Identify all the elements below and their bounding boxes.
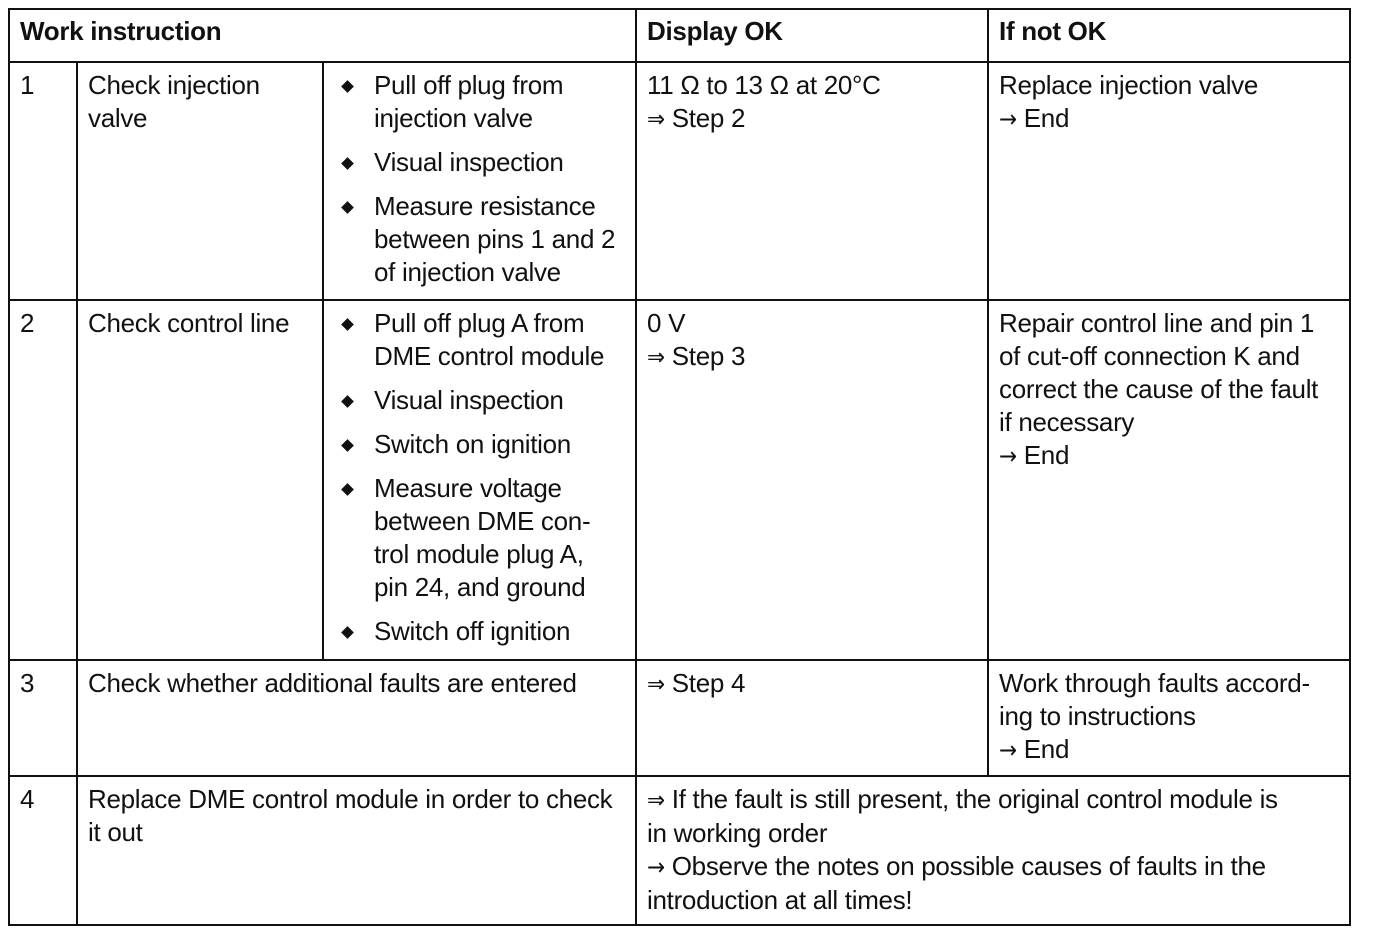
table-row bbox=[9, 300, 1350, 660]
step-number: 4 bbox=[9, 776, 77, 925]
next-step: Step 3 bbox=[671, 341, 746, 371]
diamond-bullet-icon bbox=[341, 439, 354, 452]
procedure-item: Switch off ignition bbox=[334, 615, 626, 648]
work-instruction-document bbox=[8, 8, 1351, 926]
work-instruction-table bbox=[8, 8, 1351, 926]
procedure-item: Measure voltage between DME con- trol module plug A, pin 24, and ground bbox=[334, 472, 626, 604]
procedure-item: Visual inspection bbox=[334, 146, 626, 179]
diamond-bullet-icon bbox=[341, 157, 354, 170]
table-row bbox=[9, 660, 1350, 776]
double-arrow-icon: ⇒ bbox=[647, 786, 665, 814]
result-note-cell: ⇒ If the fault is still present, the original control module is in working order → Observe the notes on possible causes of faults in the introduction at all times! bbox=[636, 776, 1350, 925]
arrow-right-icon: → bbox=[999, 442, 1017, 470]
next-step: End bbox=[1023, 440, 1070, 470]
diamond-bullet-icon bbox=[341, 80, 354, 93]
procedure-item: Measure resistance between pins 1 and 2 of injection valve bbox=[334, 190, 626, 289]
check-label: Replace DME control module in order to check it out bbox=[77, 776, 636, 925]
if-not-ok-cell: Work through faults accord- ing to instructions → End bbox=[988, 660, 1350, 776]
expected-value: 0 V bbox=[647, 308, 686, 338]
procedure-item: Pull off plug A from DME control module bbox=[334, 307, 626, 373]
diamond-bullet-icon bbox=[341, 626, 354, 639]
diamond-bullet-icon bbox=[341, 201, 354, 214]
next-step: End bbox=[1023, 734, 1070, 764]
arrow-right-icon: → bbox=[999, 736, 1017, 764]
arrow-right-icon: → bbox=[647, 853, 665, 881]
step-number: 3 bbox=[9, 660, 77, 776]
header-if-not-ok: If not OK bbox=[988, 9, 1350, 62]
next-step: End bbox=[1023, 103, 1070, 133]
header-work-instruction: Work instruction bbox=[9, 9, 636, 62]
diamond-bullet-icon bbox=[341, 318, 354, 331]
double-arrow-icon: ⇒ bbox=[647, 343, 665, 371]
display-ok-cell bbox=[636, 660, 988, 776]
procedure-item: Visual inspection bbox=[334, 384, 626, 417]
expected-value: 11 Ω to 13 Ω at 20°C bbox=[647, 70, 881, 100]
procedure-item: Switch on ignition bbox=[334, 428, 626, 461]
double-arrow-icon: ⇒ bbox=[647, 105, 665, 133]
if-not-ok-cell: Replace injection valve → End bbox=[988, 62, 1350, 300]
diamond-bullet-icon bbox=[341, 483, 354, 496]
header-display-ok: Display OK bbox=[636, 9, 988, 62]
procedure-list bbox=[323, 300, 636, 660]
header-row bbox=[9, 9, 1350, 62]
arrow-right-icon: → bbox=[999, 105, 1017, 133]
if-not-ok-cell: Repair control line and pin 1 of cut-off connection K and correct the cause of the fault if necessary → End bbox=[988, 300, 1350, 660]
step-number: 2 bbox=[9, 300, 77, 660]
display-ok-cell bbox=[636, 62, 988, 300]
check-label: Check injection valve bbox=[77, 62, 323, 300]
double-arrow-icon: ⇒ bbox=[647, 670, 665, 698]
table-row bbox=[9, 776, 1350, 925]
procedure-list bbox=[323, 62, 636, 300]
procedure-item: Pull off plug from injection valve bbox=[334, 69, 626, 135]
check-label: Check control line bbox=[77, 300, 323, 660]
display-ok-cell bbox=[636, 300, 988, 660]
next-step: Step 4 bbox=[671, 668, 746, 698]
check-label: Check whether additional faults are entered bbox=[77, 660, 636, 776]
table-row bbox=[9, 62, 1350, 300]
diamond-bullet-icon bbox=[341, 395, 354, 408]
next-step: Step 2 bbox=[671, 103, 746, 133]
step-number: 1 bbox=[9, 62, 77, 300]
